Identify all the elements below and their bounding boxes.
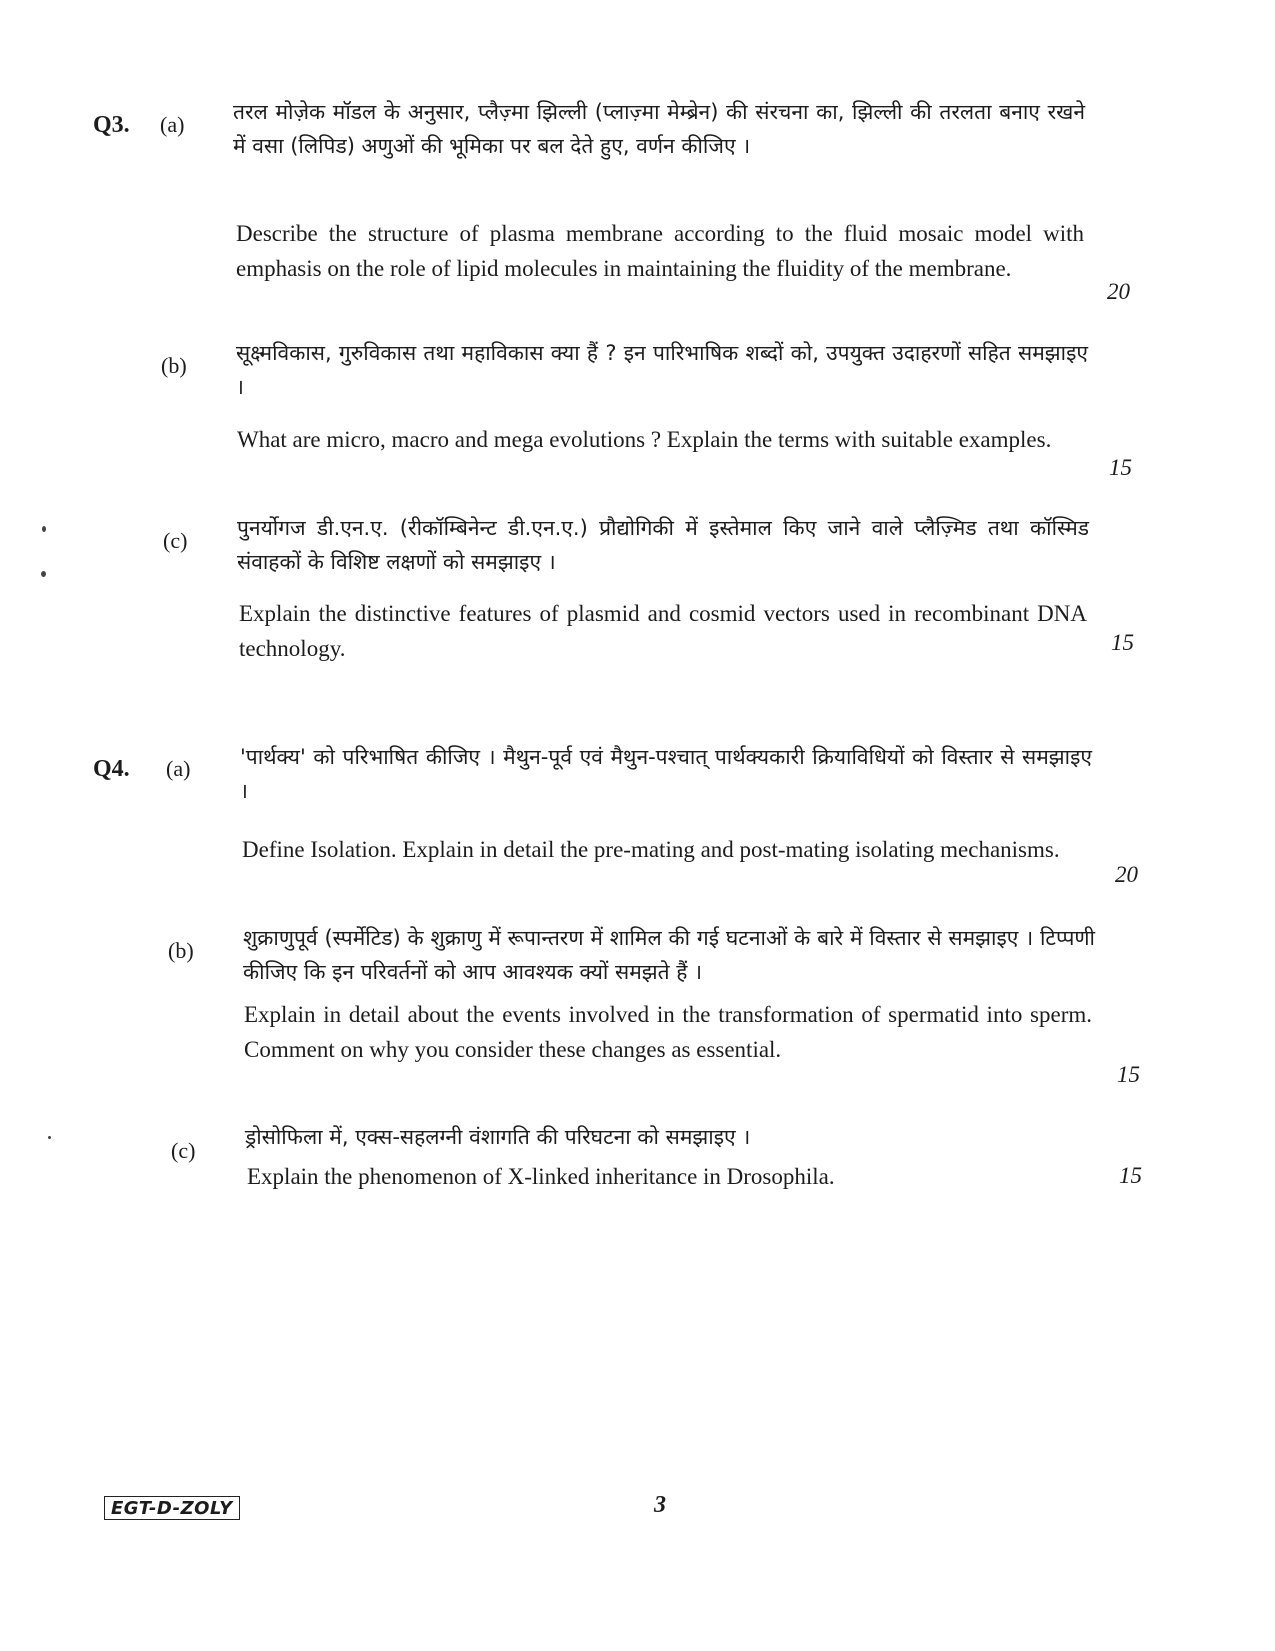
q3-part-a-marks: 20 (1107, 279, 1130, 304)
question-number-q3: Q3. (93, 112, 130, 138)
q4-part-b-marks: 15 (1117, 1062, 1140, 1087)
q3-part-b-english: What are micro, macro and mega evolutions ? Explain the terms with suitable examples. (237, 427, 1052, 452)
q3-part-c-label: (c) (163, 528, 188, 553)
q4-part-b-english: Explain in detail about the events involved in the transformation of spermatid into sperm. Comment on why you consider these changes as essential. (244, 1002, 1092, 1062)
q3-part-a-hindi: तरल मोज़ेक मॉडल के अनुसार, प्लैज़्मा झिल्ली (प्लाज़्मा मेम्ब्रेन) की संरचना का, झिल्ली की तरलता बनाए रखने में वसा (लिपिड) अणुओं की भूमिका पर बल देते हुए, वर्णन कीजिए । (233, 100, 1085, 158)
paper-code: EGT-D-ZOLY (104, 1496, 240, 1520)
scan-speck (42, 526, 46, 532)
q3-part-b-marks: 15 (1109, 455, 1132, 480)
q4-part-a-hindi: 'पार्थक्य' को परिभाषित कीजिए । मैथुन-पूर्व एवं मैथुन-पश्चात् पार्थक्यकारी क्रियाविधियों को विस्तार से समझाइए । (240, 745, 1092, 803)
q4-part-a-marks: 20 (1115, 862, 1138, 887)
q4-part-b-label: (b) (168, 938, 194, 963)
scan-speck (41, 571, 46, 577)
q3-part-c-hindi: पुनर्योगज डी.एन.ए. (रीकॉम्बिनेन्ट डी.एन.ए.) प्रौद्योगिकी में इस्तेमाल किए जाने वाले प्लैज़्मिड तथा कॉस्मिड संवाहकों के विशिष्ट लक्षणों को समझाइए । (237, 516, 1089, 574)
page-number: 3 (654, 1492, 666, 1518)
q3-part-b-label: (b) (161, 353, 187, 378)
q3-part-b-hindi: सूक्ष्मविकास, गुरुविकास तथा महाविकास क्या हैं ? इन पारिभाषिक शब्दों को, उपयुक्त उदाहरणों सहित समझाइए । (236, 341, 1088, 399)
scan-speck (48, 1136, 51, 1139)
q4-part-c-english: Explain the phenomenon of X-linked inheritance in Drosophila. (247, 1164, 835, 1189)
q4-part-c-marks: 15 (1119, 1163, 1142, 1188)
q4-part-c-label: (c) (171, 1138, 196, 1163)
q3-part-a-english: Describe the structure of plasma membrane according to the fluid mosaic model with emphasis on the role of lipid molecules in maintaining the fluidity of the membrane. (236, 221, 1084, 281)
q4-part-a-english: Define Isolation. Explain in detail the pre-mating and post-mating isolating mechanisms. (242, 837, 1060, 862)
q3-part-c-english: Explain the distinctive features of plasmid and cosmid vectors used in recombinant DNA technology. (239, 601, 1087, 661)
q3-part-a-label: (a) (160, 112, 185, 137)
q4-part-b-hindi: शुक्राणुपूर्व (स्पर्मेटिड) के शुक्राणु में रूपान्तरण में शामिल की गई घटनाओं के बारे में विस्तार से समझाइए । टिप्पणी कीजिए कि इन परिवर्तनों को आप आवश्यक क्यों समझते हैं । (243, 926, 1095, 984)
q3-part-c-marks: 15 (1111, 630, 1134, 655)
q4-part-c-hindi: ड्रोसोफिला में, एक्स-सहलग्नी वंशागति की परिघटना को समझाइए । (245, 1125, 751, 1149)
q4-part-a-label: (a) (166, 756, 191, 781)
question-number-q4: Q4. (93, 756, 130, 782)
